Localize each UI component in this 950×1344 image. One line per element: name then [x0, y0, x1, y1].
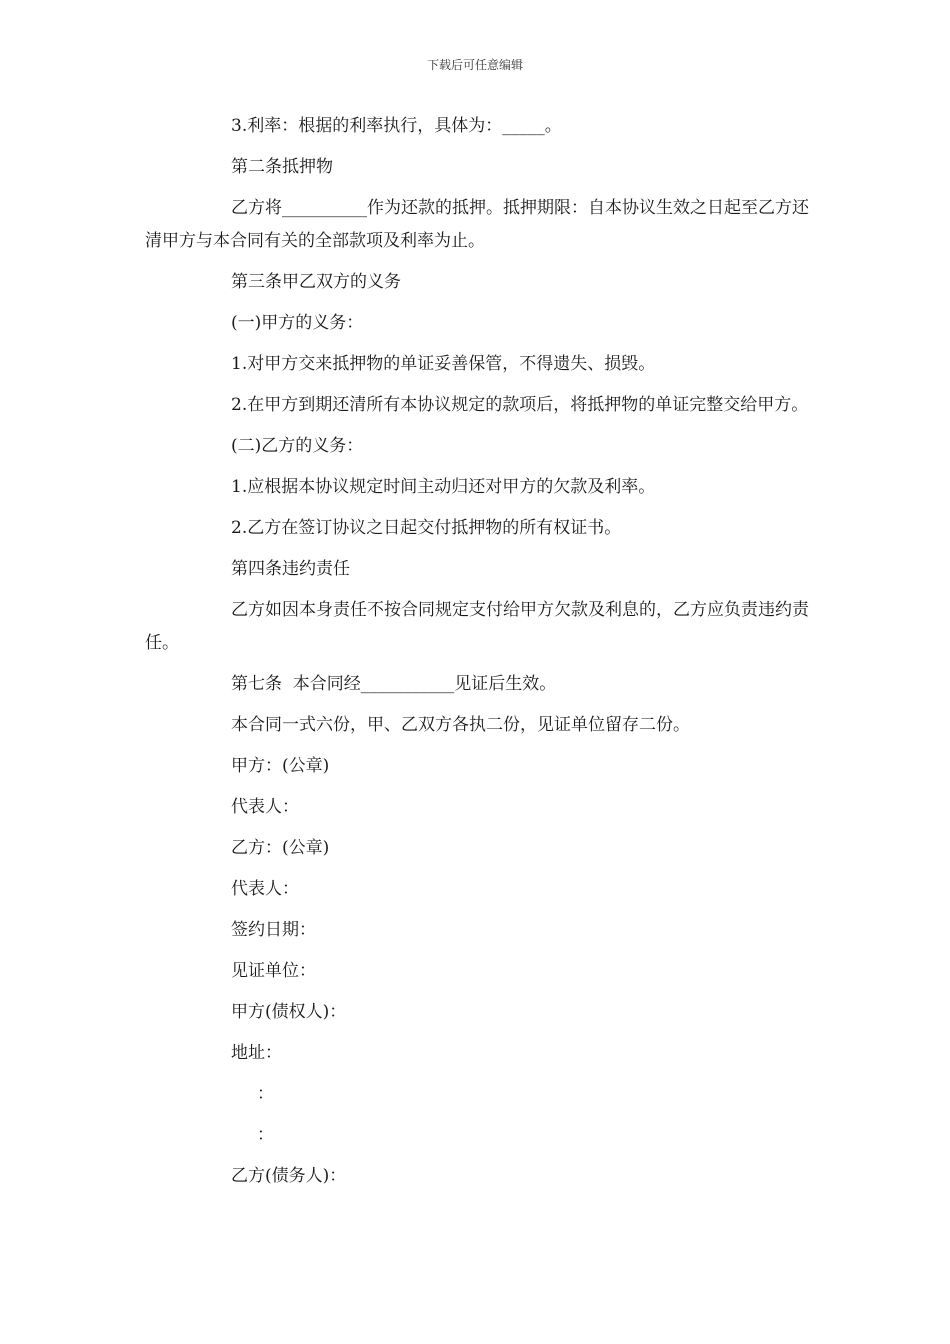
party-a-duties-heading: (一)甲方的义务： — [231, 313, 364, 333]
document-body — [145, 110, 809, 1201]
party-b-duty-1: 1.应根据本协议规定时间主动归还对甲方的欠款及利率。 — [231, 477, 656, 497]
blank-field-1: ： — [257, 1084, 274, 1104]
party-b-seal: 乙方：(公章) — [231, 838, 330, 858]
party-a-seal: 甲方：(公章) — [231, 756, 330, 776]
clause-interest-rate: 3.利率：根据的利率执行，具体为：_____。 — [231, 116, 562, 136]
article-4-heading: 第四条违约责任 — [231, 559, 350, 579]
party-a-duty-2: 2.在甲方到期还清所有本协议规定的款项后，将抵押物的单证完整交给甲方。 — [231, 395, 809, 415]
debtor-label: 乙方(债务人)： — [231, 1166, 347, 1186]
party-b-duties-heading: (二)乙方的义务： — [231, 436, 364, 456]
article-2-text: 乙方将__________作为还款的抵押。抵押期限：自本协议生效之日起至乙方还清甲方与本合同有关的全部款项及利率为止。 — [145, 198, 809, 251]
creditor-label: 甲方(债权人)： — [231, 1002, 347, 1022]
article-7-text: 第七条 本合同经___________见证后生效。 — [231, 674, 557, 694]
article-4-text: 乙方如因本身责任不按合同规定支付给甲方欠款及利息的，乙方应负责违约责任。 — [145, 600, 809, 653]
article-2-heading: 第二条抵押物 — [231, 157, 333, 177]
party-b-duty-2: 2.乙方在签订协议之日起交付抵押物的所有权证书。 — [231, 518, 622, 538]
signing-date: 签约日期： — [231, 920, 316, 940]
article-3-heading: 第三条甲乙双方的义务 — [231, 272, 401, 292]
witness-unit: 见证单位： — [231, 961, 316, 981]
blank-field-2: ： — [257, 1125, 274, 1145]
party-a-representative: 代表人： — [231, 797, 299, 817]
copies-clause: 本合同一式六份，甲、乙双方各执二份，见证单位留存二份。 — [231, 715, 690, 735]
party-a-duty-1: 1.对甲方交来抵押物的单证妥善保管，不得遗失、损毁。 — [231, 354, 656, 374]
page-header: 下载后可任意编辑 — [426, 58, 523, 72]
party-b-representative: 代表人： — [231, 879, 299, 899]
address-label: 地址： — [231, 1043, 282, 1063]
